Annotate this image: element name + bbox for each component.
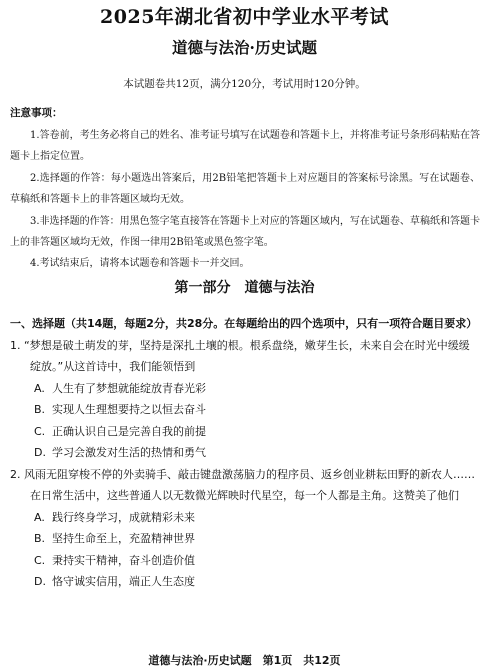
option-text: 秉持实干精神，奋斗创造价值 <box>52 553 195 567</box>
question-1-option-d <box>10 442 480 464</box>
option-text: 学习会激发对生活的热情和勇气 <box>52 446 206 459</box>
option-text: 正确认识自己是完善自我的前提 <box>52 424 206 438</box>
question-1-option-b <box>10 399 480 421</box>
option-letter: B. <box>34 532 46 545</box>
question-1-option-a <box>10 378 480 400</box>
option-text: 坚持生命至上，充盈精神世界 <box>52 532 195 545</box>
option-letter: B. <box>34 403 46 416</box>
question-2-option-d <box>10 571 480 593</box>
page-footer: 道德与法治·历史试题 第1页 共12页 <box>148 654 341 667</box>
question-2-stem: 2. 风雨无阻穿梭不停的外卖骑手、敲击键盘激荡脑力的程序员、返乡创业耕耘田野的新农人……在日常生活中，这些普通人以无数微光辉映时代星空，每一个人都是主角。这赞美了他们 <box>10 467 475 502</box>
option-text: 恪守诚实信用，端正人生态度 <box>52 575 195 588</box>
exam-subtitle: 道德与法治·历史试题 <box>172 38 317 57</box>
question-2-option-b <box>10 528 480 550</box>
notes-heading: 注意事项： <box>10 107 63 119</box>
option-letter: A. <box>34 510 45 524</box>
note-item-1: 1.答卷前，考生务必将自己的姓名、准考证号填写在试题卷和答题卡上，并将准考证号条形码粘贴在答题卡上指定位置。 <box>10 130 480 163</box>
option-letter: A. <box>34 381 45 395</box>
option-letter: C. <box>34 553 46 567</box>
question-1-stem: 1. “梦想是破土萌发的芽，坚持是深扎土壤的根。根系盘绕，嫩芽生长，未来自会在时光中缓缓绽放。”从这首诗中，我们能领悟到 <box>10 338 470 373</box>
question-2-option-a <box>10 507 480 529</box>
questions-area <box>10 313 480 593</box>
section-title: 一、选择题（共14题，每题2分，共28分。在每题给出的四个选项中，只有一项符合题目要求） <box>10 317 478 330</box>
option-text: 实现人生理想要持之以恒去奋斗 <box>52 403 206 416</box>
option-letter: D. <box>34 575 46 588</box>
question-1-option-c <box>10 421 480 443</box>
notes-list <box>10 125 480 275</box>
option-text: 人生有了梦想就能绽放青春光彩 <box>52 381 206 395</box>
part-title: 第一部分 道德与法治 <box>174 280 315 296</box>
question-2-option-c <box>10 550 480 572</box>
note-item-4: 4.考试结束后，请将本试题卷和答题卡一并交回。 <box>30 258 250 270</box>
option-letter: D. <box>34 446 46 459</box>
exam-info: 本试题卷共12页，满分120分，考试用时120分钟。 <box>123 78 366 90</box>
option-text: 践行终身学习，成就精彩未来 <box>52 510 195 524</box>
option-letter: C. <box>34 424 46 438</box>
exam-title: 2025年湖北省初中学业水平考试 <box>100 6 389 28</box>
note-item-3: 3.非选择题的作答：用黑色签字笔直接答在答题卡上对应的答题区域内，写在试题卷、草稿纸和答题卡上的非答题区域均无效，作图一律用2B铅笔或黑色签字笔。 <box>10 215 480 249</box>
note-item-2: 2.选择题的作答：每小题选出答案后，用2B铅笔把答题卡上对应题目的答案标号涂黑。写在试题卷、草稿纸和答题卡上的非答题区域均无效。 <box>10 172 480 206</box>
